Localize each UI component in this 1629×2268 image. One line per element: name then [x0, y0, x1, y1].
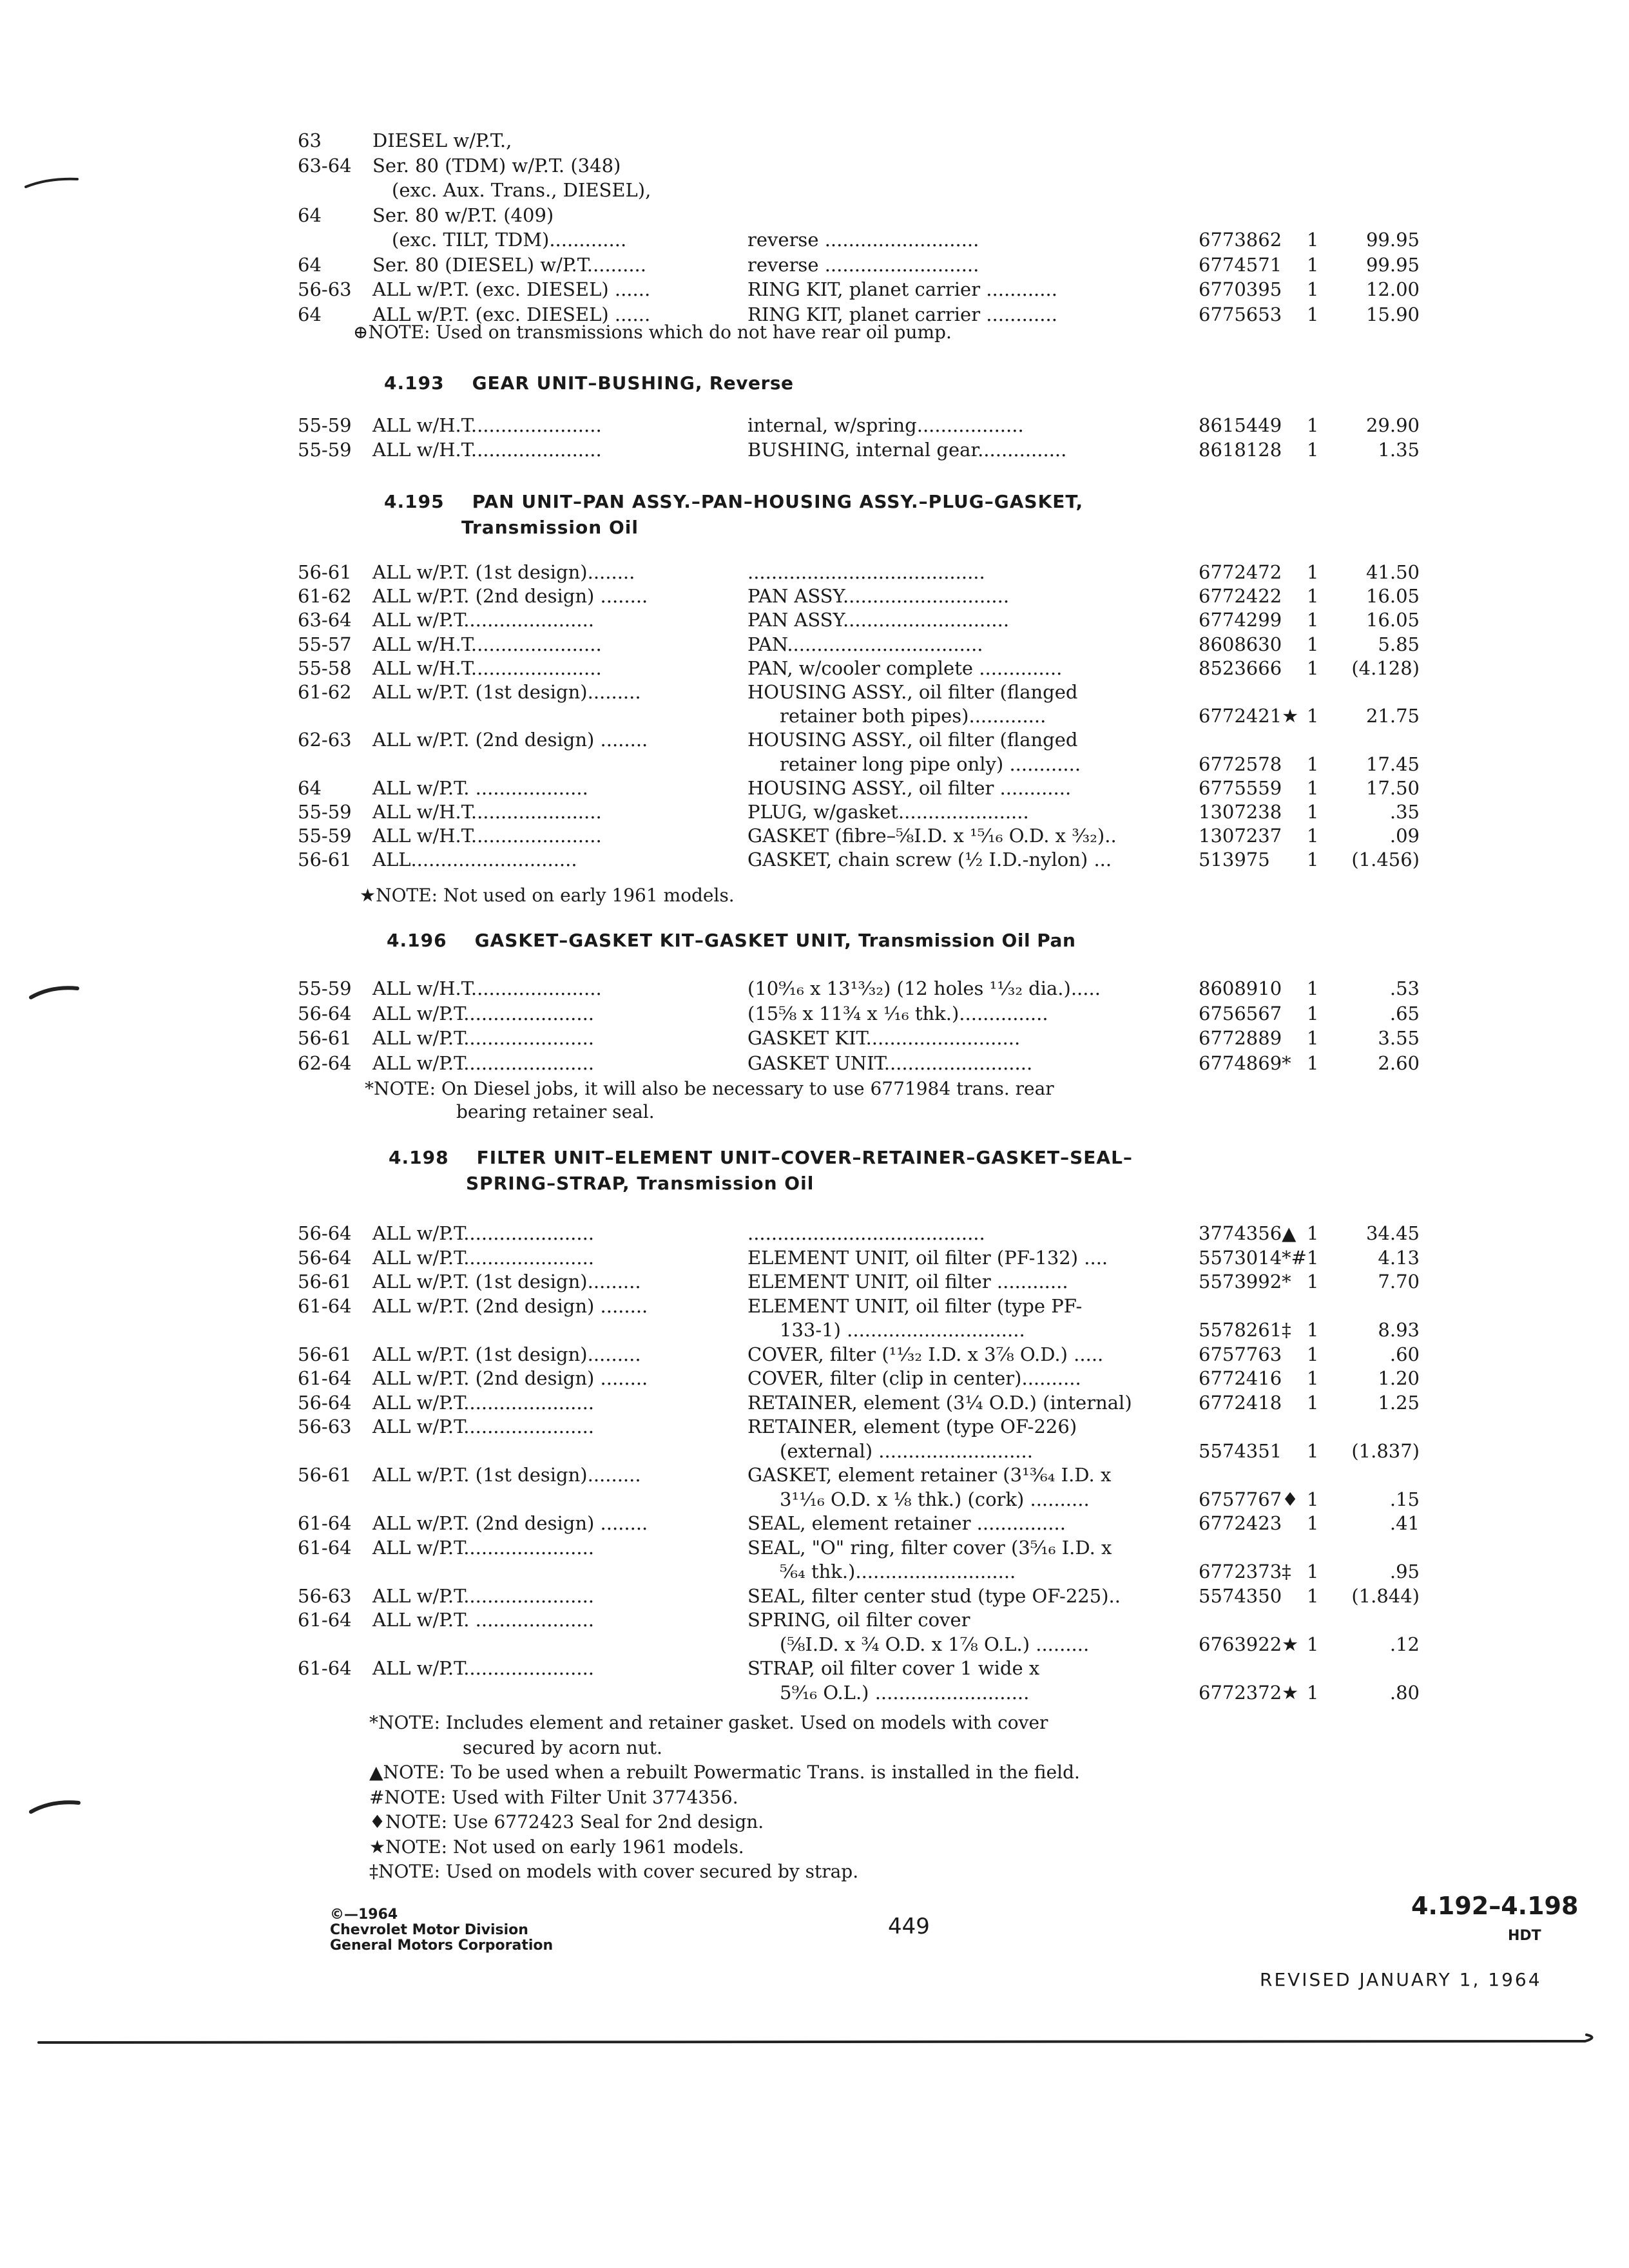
entry-price: (1.844) — [1351, 1584, 1420, 1607]
entry-year: 61-64 — [298, 1609, 352, 1631]
entry-year: 64 — [298, 253, 322, 276]
entry-year: 55-59 — [298, 439, 352, 461]
entry-part-number: 6775559 — [1199, 776, 1282, 799]
entry-year: 56-64 — [298, 1391, 352, 1414]
section-title-cont: Transmission Oil — [461, 517, 639, 538]
entry-description: COVER, filter (clip in center).......... — [747, 1367, 1081, 1389]
entry-quantity: 1 — [1307, 278, 1319, 300]
entry-description: ELEMENT UNIT, oil filter (PF-132) .... — [747, 1246, 1108, 1269]
section-reference: 4.192–4.198 — [1411, 1892, 1579, 1920]
entry-price: 99.95 — [1365, 253, 1420, 276]
entry-year: 56-61 — [298, 1343, 352, 1365]
entry-part-number: 5573992* — [1199, 1271, 1291, 1293]
entry-application: ALL w/P.T...................... — [372, 1222, 595, 1244]
entry-part-number: 8523666 — [1199, 657, 1282, 679]
entry-application: ALL w/P.T. (1st design)......... — [372, 1271, 641, 1293]
entry-year: 64 — [298, 303, 322, 325]
note: ★NOTE: Not used on early 1961 models. — [369, 1836, 744, 1858]
entry-part-number: 6772472 — [1199, 561, 1282, 583]
entry-part-number: 6772421★ — [1199, 705, 1299, 727]
hdt-label: HDT — [1508, 1928, 1541, 1944]
note: ▲NOTE: To be used when a rebuilt Powermatic Trans. is installed in the field. — [369, 1762, 1080, 1783]
entry-year: 55-59 — [298, 977, 352, 999]
entry-price: .65 — [1389, 1002, 1420, 1024]
entry-application: ALL w/H.T...................... — [372, 977, 602, 999]
entry-application: ALL w/P.T...................... — [372, 1052, 595, 1074]
entry-description: ........................................ — [747, 1222, 985, 1244]
entry-quantity: 1 — [1307, 414, 1319, 436]
entry-part-number: 6763922★ — [1199, 1633, 1299, 1655]
entry-price: .41 — [1389, 1512, 1420, 1534]
note: #NOTE: Used with Filter Unit 3774356. — [369, 1786, 738, 1808]
section-heading — [389, 1147, 1133, 1168]
entry-application: ALL w/P.T. (exc. DIESEL) ...... — [372, 303, 651, 325]
section-number: 4.193 — [384, 372, 472, 394]
entry-part-number: 6774299 — [1199, 609, 1282, 631]
entry-description: GASKET UNIT......................... — [747, 1052, 1033, 1074]
section-heading — [384, 372, 794, 394]
note: ‡NOTE: Used on models with cover secured by strap. — [369, 1861, 859, 1882]
section-title-cont: SPRING–STRAP, Transmission Oil — [466, 1173, 815, 1194]
entry-description: COVER, filter (¹¹⁄₃₂ I.D. x 3⅞ O.D.) ..... — [747, 1343, 1104, 1365]
entry-year: 55-59 — [298, 801, 352, 823]
entry-application: ALL w/P.T. (1st design)......... — [372, 1343, 641, 1365]
entry-year: 56-64 — [298, 1002, 352, 1024]
entry-application: ALL w/P.T. (1st design)......... — [372, 681, 641, 703]
note: ⊕NOTE: Used on transmissions which do not have rear oil pump. — [353, 322, 952, 343]
entry-description: SEAL, "O" ring, filter cover (3⁵⁄₁₆ I.D. x — [747, 1536, 1112, 1559]
entry-application: ALL w/P.T. (exc. DIESEL) ...... — [372, 278, 651, 300]
entry-part-number: 6757767♦ — [1199, 1488, 1299, 1510]
entry-description: PAN ASSY............................ — [747, 609, 1010, 631]
entry-description: SEAL, element retainer ............... — [747, 1512, 1066, 1534]
entry-price: 17.45 — [1365, 753, 1420, 775]
entry-price: 8.93 — [1378, 1319, 1420, 1341]
entry-application: ALL w/P.T...................... — [372, 1416, 595, 1437]
entry-description: GASKET, chain screw (½ I.D.-nylon) ... — [747, 849, 1112, 871]
section-title: GEAR UNIT–BUSHING, — [472, 372, 703, 394]
entry-description-cont: (⅝I.D. x ¾ O.D. x 1⅞ O.L.) ......... — [780, 1633, 1090, 1655]
entry-price: .12 — [1389, 1633, 1420, 1655]
entry-quantity: 1 — [1307, 657, 1319, 679]
entry-year: 62-64 — [298, 1052, 352, 1074]
entry-application: ALL w/P.T. ................... — [372, 776, 588, 799]
entry-description: PAN................................. — [747, 633, 983, 655]
entry-quantity: 1 — [1307, 439, 1319, 461]
entry-quantity: 1 — [1307, 801, 1319, 823]
entry-description: reverse .......................... — [747, 229, 979, 251]
entry-price: 99.95 — [1365, 229, 1420, 251]
entry-price: 16.05 — [1365, 609, 1420, 631]
entry-part-number: 5573014*# — [1199, 1246, 1307, 1269]
entry-year: 61-64 — [298, 1536, 352, 1559]
entry-description: ELEMENT UNIT, oil filter (type PF- — [747, 1294, 1083, 1317]
entry-quantity: 1 — [1307, 1319, 1319, 1341]
note: secured by acorn nut. — [463, 1736, 662, 1758]
entry-application: ALL w/P.T. (2nd design) ........ — [372, 1512, 648, 1534]
entry-description: RING KIT, planet carrier ............ — [747, 303, 1057, 325]
entry-quantity: 1 — [1307, 1002, 1319, 1024]
entry-part-number: 1307237 — [1199, 825, 1282, 847]
entry-description: ........................................ — [747, 561, 985, 583]
entry-year: 64 — [298, 776, 322, 799]
entry-year: 56-61 — [298, 561, 352, 583]
page-number: 449 — [888, 1914, 930, 1939]
entry-price: 3.55 — [1378, 1027, 1420, 1049]
entry-price: (4.128) — [1351, 657, 1420, 679]
entry-price: 21.75 — [1365, 705, 1420, 727]
punch-mark-top — [26, 179, 77, 187]
entry-year: 56-61 — [298, 1464, 352, 1486]
entry-price: .15 — [1389, 1488, 1420, 1510]
entry-description: reverse .......................... — [747, 253, 979, 276]
entry-price: .09 — [1389, 825, 1420, 847]
entry-quantity: 1 — [1307, 1439, 1319, 1462]
entry-year: 61-64 — [298, 1294, 352, 1317]
entry-description: RETAINER, element (type OF-226) — [747, 1416, 1077, 1437]
entry-application: ALL w/H.T...................... — [372, 439, 602, 461]
note: bearing retainer seal. — [456, 1101, 655, 1122]
entry-application: ALL w/H.T...................... — [372, 825, 602, 847]
note: *NOTE: On Diesel jobs, it will also be necessary to use 6771984 trans. rear — [365, 1078, 1054, 1099]
publisher-corporation: General Motors Corporation — [330, 1937, 554, 1954]
entry-description-cont: retainer long pipe only) ............ — [780, 753, 1081, 775]
entry-description-cont: 3¹¹⁄₁₆ O.D. x ⅛ thk.) (cork) .......... — [780, 1488, 1090, 1510]
entry-price: 1.20 — [1378, 1367, 1420, 1389]
entry-quantity: 1 — [1307, 753, 1319, 775]
entry-description: PAN ASSY............................ — [747, 585, 1010, 608]
entry-price: 15.90 — [1365, 303, 1420, 325]
bottom-rule — [39, 2035, 1592, 2042]
entry-year: 55-58 — [298, 657, 352, 679]
entry-description-cont: 5⁹⁄₁₆ O.L.) .......................... — [780, 1681, 1030, 1704]
entry-price: 12.00 — [1365, 278, 1420, 300]
entry-price: 7.70 — [1378, 1271, 1420, 1293]
entry-year: 55-59 — [298, 414, 352, 436]
entry-year: 56-63 — [298, 1584, 352, 1607]
entry-description: HOUSING ASSY., oil filter (flanged — [747, 729, 1078, 751]
entry-quantity: 1 — [1307, 1488, 1319, 1510]
section-title: GASKET–GASKET KIT–GASKET UNIT, — [474, 930, 852, 951]
entry-part-number: 8618128 — [1199, 439, 1282, 461]
entry-part-number: 5574351 — [1199, 1439, 1282, 1462]
revision-date: REVISED JANUARY 1, 1964 — [1260, 1969, 1542, 1990]
entry-year: 61-62 — [298, 585, 352, 608]
entry-part-number: 6772422 — [1199, 585, 1282, 608]
entry-year: 61-62 — [298, 681, 352, 703]
entry-quantity: 1 — [1307, 1391, 1319, 1414]
entry-price: (1.837) — [1351, 1439, 1420, 1462]
entry-price: 5.85 — [1378, 633, 1420, 655]
entry-description: SEAL, filter center stud (type OF-225).. — [747, 1584, 1121, 1607]
entry-price: 1.35 — [1378, 439, 1420, 461]
entry-part-number: 6772578 — [1199, 753, 1282, 775]
entry-quantity: 1 — [1307, 1633, 1319, 1655]
entry-application: Ser. 80 w/P.T. (409) — [372, 204, 554, 226]
entry-quantity: 1 — [1307, 1343, 1319, 1365]
entry-part-number: 6772372★ — [1199, 1681, 1299, 1704]
entry-application: ALL w/P.T. .................... — [372, 1609, 595, 1631]
entry-part-number: 3774356▲ — [1199, 1222, 1296, 1244]
entry-application: Ser. 80 (DIESEL) w/P.T.......... — [372, 253, 646, 276]
entry-description: GASKET (fibre–⅝I.D. x ¹⁵⁄₁₆ O.D. x ³⁄₃₂).. — [747, 825, 1117, 847]
entry-quantity: 1 — [1307, 633, 1319, 655]
entry-description-cont: ⁵⁄₆₄ thk.)........................... — [780, 1561, 1016, 1582]
entry-part-number: 6773862 — [1199, 229, 1282, 251]
entry-description: SPRING, oil filter cover — [747, 1609, 970, 1631]
entry-description-cont: retainer both pipes)............. — [780, 705, 1046, 727]
entry-price: 17.50 — [1365, 776, 1420, 799]
entry-year: 64 — [298, 204, 322, 226]
entry-year: 56-64 — [298, 1222, 352, 1244]
entry-quantity: 1 — [1307, 1052, 1319, 1074]
entry-year: 55-57 — [298, 633, 352, 655]
entry-part-number: 5578261‡ — [1199, 1319, 1291, 1341]
entry-description-cont: (external) .......................... — [780, 1439, 1033, 1462]
entry-application: ALL w/P.T. (1st design)........ — [372, 561, 635, 583]
entry-part-number: 6774571 — [1199, 253, 1282, 276]
entry-quantity: 1 — [1307, 776, 1319, 799]
entry-application: ALL w/P.T...................... — [372, 1536, 595, 1559]
entry-quantity: 1 — [1307, 1584, 1319, 1607]
entry-part-number: 5574350 — [1199, 1584, 1282, 1607]
entry-description: PLUG, w/gasket...................... — [747, 801, 1029, 823]
entry-description: PAN, w/cooler complete .............. — [747, 657, 1063, 679]
entry-description-cont: 133-1) .............................. — [780, 1319, 1025, 1341]
entry-price: 16.05 — [1365, 585, 1420, 608]
entry-price: 41.50 — [1365, 561, 1420, 583]
entry-application: ALL w/P.T...................... — [372, 1002, 595, 1024]
entry-part-number: 6772418 — [1199, 1391, 1282, 1414]
entry-application: ALL w/P.T...................... — [372, 1391, 595, 1414]
entry-application: ALL w/P.T...................... — [372, 1657, 595, 1679]
section-title: FILTER UNIT–ELEMENT UNIT–COVER–RETAINER–GASKET–SEAL– — [476, 1147, 1133, 1168]
entry-quantity: 1 — [1307, 1561, 1319, 1582]
entry-year: 61-64 — [298, 1367, 352, 1389]
entry-application: Ser. 80 (TDM) w/P.T. (348) — [372, 154, 621, 177]
entry-year: 61-64 — [298, 1657, 352, 1679]
entry-part-number: 6772889 — [1199, 1027, 1282, 1049]
entry-year: 62-63 — [298, 729, 352, 751]
entry-price: 4.13 — [1378, 1246, 1420, 1269]
entry-description: RETAINER, element (3¼ O.D.) (internal) — [747, 1391, 1132, 1414]
entry-price: (1.456) — [1351, 849, 1420, 871]
entry-year: 63 — [298, 130, 322, 151]
entry-year: 55-59 — [298, 825, 352, 847]
entry-description: STRAP, oil filter cover 1 wide x — [747, 1657, 1040, 1679]
entry-quantity: 1 — [1307, 1027, 1319, 1049]
note: ★NOTE: Not used on early 1961 models. — [360, 885, 735, 906]
entry-part-number: 8608910 — [1199, 977, 1282, 999]
entry-price: 34.45 — [1365, 1222, 1420, 1244]
section-heading — [387, 930, 1075, 951]
entry-application-cont: (exc. TILT, TDM)............. — [392, 229, 627, 251]
entry-year: 56-61 — [298, 849, 352, 871]
entry-price: 29.90 — [1365, 414, 1420, 436]
entry-description: GASKET KIT.......................... — [747, 1027, 1021, 1049]
entry-price: .60 — [1389, 1343, 1420, 1365]
section-number: 4.196 — [387, 930, 475, 951]
section-number: 4.198 — [389, 1147, 477, 1168]
entry-price: .95 — [1389, 1561, 1420, 1582]
entry-application: ALL w/P.T...................... — [372, 1584, 595, 1607]
entry-quantity: 1 — [1307, 705, 1319, 727]
entry-year: 56-61 — [298, 1271, 352, 1293]
entry-year: 56-61 — [298, 1027, 352, 1049]
entry-part-number: 6772373‡ — [1199, 1561, 1291, 1582]
entry-year: 61-64 — [298, 1512, 352, 1534]
section-subtitle: Reverse — [702, 372, 794, 394]
publisher-division: Chevrolet Motor Division — [330, 1922, 528, 1938]
section-heading — [384, 491, 1083, 512]
entry-year: 56-64 — [298, 1246, 352, 1269]
entry-quantity: 1 — [1307, 1246, 1319, 1269]
copyright: ©—1964 — [330, 1907, 398, 1923]
entry-application: ALL w/H.T...................... — [372, 801, 602, 823]
entry-quantity: 1 — [1307, 1512, 1319, 1534]
entry-application: ALL w/P.T. (2nd design) ........ — [372, 585, 648, 608]
entry-application: ALL............................ — [372, 849, 577, 871]
entry-price: .80 — [1389, 1681, 1420, 1704]
entry-part-number: 8615449 — [1199, 414, 1282, 436]
section-title: PAN UNIT–PAN ASSY.–PAN–HOUSING ASSY.–PLUG–GASKET, — [472, 491, 1084, 512]
entry-application: ALL w/H.T...................... — [372, 633, 602, 655]
entry-part-number: 6772423 — [1199, 1512, 1282, 1534]
entry-application: ALL w/P.T...................... — [372, 1027, 595, 1049]
entry-application: DIESEL w/P.T., — [372, 130, 512, 151]
entry-quantity: 1 — [1307, 253, 1319, 276]
entry-price: 1.25 — [1378, 1391, 1420, 1414]
entry-application: ALL w/P.T...................... — [372, 1246, 595, 1269]
entry-description: (15⅝ x 11¾ x ¹⁄₁₆ thk.)............... — [747, 1002, 1048, 1024]
entry-description: GASKET, element retainer (3¹³⁄₆₄ I.D. x — [747, 1464, 1112, 1486]
entry-quantity: 1 — [1307, 1271, 1319, 1293]
entry-description: HOUSING ASSY., oil filter ............ — [747, 776, 1072, 799]
entry-application: ALL w/P.T. (2nd design) ........ — [372, 729, 648, 751]
entry-part-number: 6775653 — [1199, 303, 1282, 325]
entry-quantity: 1 — [1307, 561, 1319, 583]
entry-application: ALL w/P.T...................... — [372, 609, 595, 631]
entry-description: internal, w/spring.................. — [747, 414, 1024, 436]
entry-description: RING KIT, planet carrier ............ — [747, 278, 1057, 300]
entry-part-number: 6756567 — [1199, 1002, 1282, 1024]
entry-part-number: 513975 — [1199, 849, 1270, 871]
entry-quantity: 1 — [1307, 585, 1319, 608]
entry-quantity: 1 — [1307, 825, 1319, 847]
section-subtitle: Transmission Oil Pan — [851, 930, 1076, 951]
entry-price: .35 — [1389, 801, 1420, 823]
punch-mark-bottom — [31, 1802, 79, 1812]
entry-part-number: 8608630 — [1199, 633, 1282, 655]
note: *NOTE: Includes element and retainer gasket. Used on models with cover — [369, 1712, 1048, 1733]
entry-year: 56-63 — [298, 278, 352, 300]
entry-quantity: 1 — [1307, 1681, 1319, 1704]
section-number: 4.195 — [384, 491, 472, 512]
entry-price: 2.60 — [1378, 1052, 1420, 1074]
entry-part-number: 6757763 — [1199, 1343, 1282, 1365]
entry-application: ALL w/P.T. (1st design)......... — [372, 1464, 641, 1486]
entry-price: .53 — [1389, 977, 1420, 999]
entry-application: ALL w/P.T. (2nd design) ........ — [372, 1294, 648, 1317]
entry-description: ELEMENT UNIT, oil filter ............ — [747, 1271, 1068, 1293]
entry-application: ALL w/H.T...................... — [372, 414, 602, 436]
entry-description: (10⁹⁄₁₆ x 13¹³⁄₃₂) (12 holes ¹¹⁄₃₂ dia.)..... — [747, 977, 1101, 999]
entry-quantity: 1 — [1307, 1367, 1319, 1389]
entry-part-number: 6772416 — [1199, 1367, 1282, 1389]
entry-part-number: 1307238 — [1199, 801, 1282, 823]
entry-year: 63-64 — [298, 609, 352, 631]
entry-part-number: 6770395 — [1199, 278, 1282, 300]
entry-year: 56-63 — [298, 1416, 352, 1437]
note: ♦NOTE: Use 6772423 Seal for 2nd design. — [369, 1811, 764, 1832]
entry-quantity: 1 — [1307, 1222, 1319, 1244]
entry-quantity: 1 — [1307, 229, 1319, 251]
entry-quantity: 1 — [1307, 849, 1319, 871]
entry-application-cont: (exc. Aux. Trans., DIESEL), — [392, 179, 651, 201]
entry-quantity: 1 — [1307, 303, 1319, 325]
entry-part-number: 6774869* — [1199, 1052, 1291, 1074]
entry-description: HOUSING ASSY., oil filter (flanged — [747, 681, 1078, 703]
entry-quantity: 1 — [1307, 609, 1319, 631]
entry-application: ALL w/H.T...................... — [372, 657, 602, 679]
entry-year: 63-64 — [298, 154, 352, 177]
entry-description: BUSHING, internal gear............... — [747, 439, 1067, 461]
entry-quantity: 1 — [1307, 977, 1319, 999]
punch-mark-middle — [31, 988, 77, 997]
entry-application: ALL w/P.T. (2nd design) ........ — [372, 1367, 648, 1389]
